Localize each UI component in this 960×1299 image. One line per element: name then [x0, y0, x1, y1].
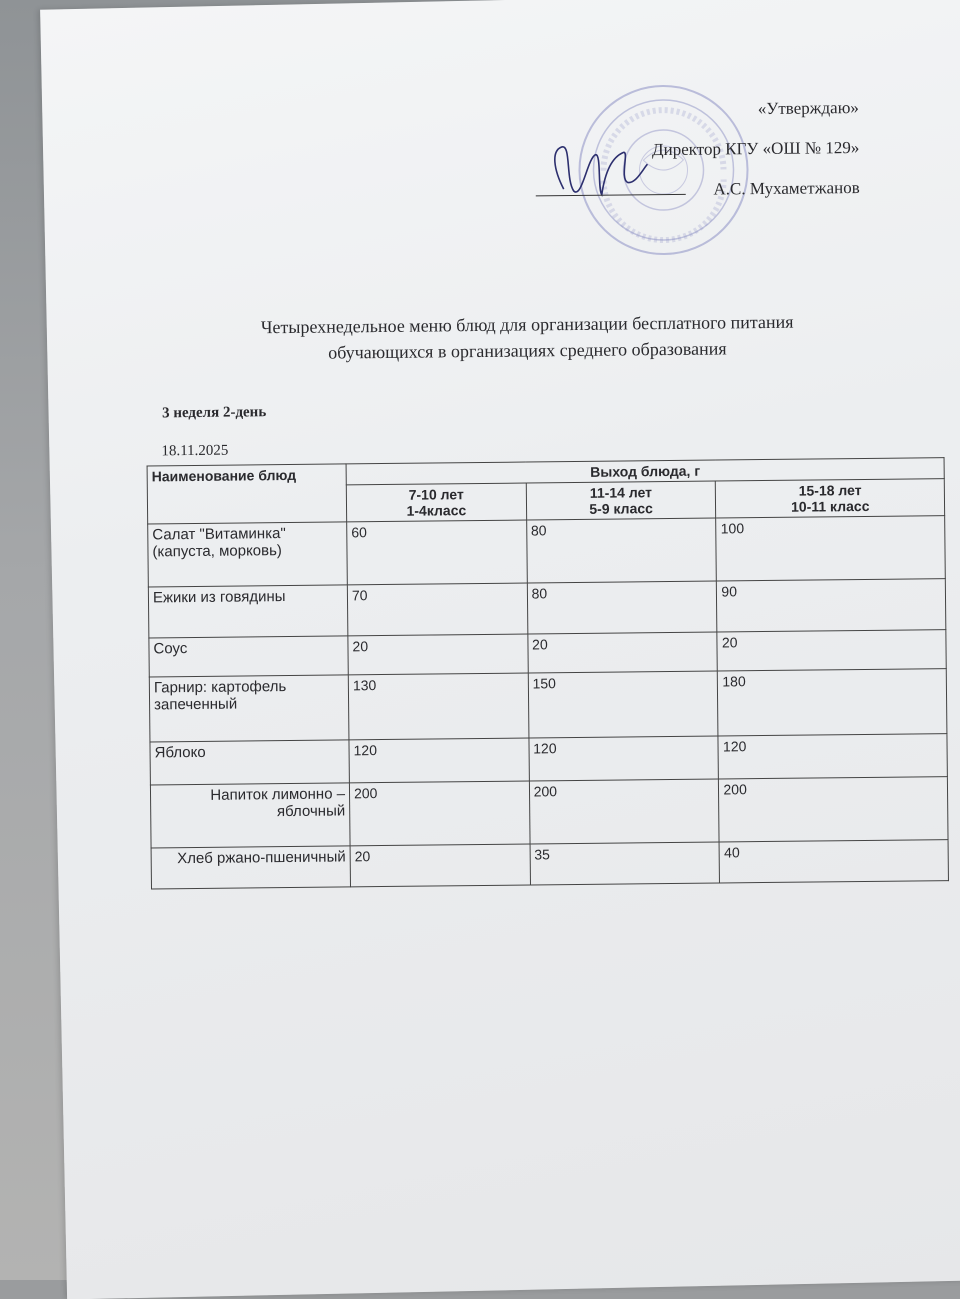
- dish-name: Напиток лимонно – яблочный: [150, 783, 350, 848]
- age-group-1-class: 1-4класс: [406, 502, 467, 519]
- dish-name: Хлеб ржано-пшеничный: [151, 846, 350, 889]
- approval-block: [651, 88, 860, 210]
- portion-15-18: 90: [717, 579, 946, 632]
- title-line-1: Четырехнедельное меню блюд для организации бесплатного питания: [260, 311, 794, 338]
- portion-7-10: 200: [349, 781, 529, 846]
- signature-icon: [543, 138, 654, 209]
- table-row: [151, 840, 948, 889]
- approval-name: А.С. Мухаметжанов: [713, 178, 860, 199]
- portion-15-18: 20: [717, 630, 946, 671]
- age-group-1: [346, 483, 526, 522]
- age-group-3: [716, 479, 945, 518]
- age-group-3-age: 15-18 лет: [798, 481, 862, 499]
- dish-name: Гарнир: картофель запеченный: [149, 675, 349, 742]
- age-group-2-class: 5-9 класс: [589, 500, 653, 517]
- menu-table: [147, 457, 949, 889]
- portion-11-14: 150: [528, 671, 718, 738]
- portion-11-14: 200: [529, 779, 719, 844]
- portion-7-10: 20: [348, 634, 528, 675]
- age-group-2-age: 11-14 лет: [589, 484, 653, 501]
- portion-15-18: 180: [718, 669, 947, 736]
- document-title: [147, 308, 908, 368]
- header-dish-name: Наименование блюд: [147, 464, 347, 524]
- dish-name: Салат "Витаминка" (капуста, морковь): [148, 522, 348, 587]
- portion-15-18: 200: [719, 777, 948, 842]
- age-group-3-class: 10-11 класс: [791, 497, 870, 515]
- menu-date: 18.11.2025: [161, 442, 229, 460]
- portion-15-18: 120: [718, 734, 947, 779]
- table-row: [148, 579, 945, 638]
- portion-7-10: 70: [347, 583, 527, 636]
- portion-11-14: 120: [529, 736, 719, 781]
- dish-name: Ежики из говядины: [148, 585, 348, 638]
- portion-7-10: 20: [350, 844, 530, 887]
- portion-15-18: 40: [720, 840, 949, 883]
- dish-name: Соус: [149, 636, 348, 677]
- portion-7-10: 60: [347, 520, 527, 585]
- age-group-2: [526, 481, 716, 520]
- portion-11-14: 80: [527, 581, 717, 634]
- portion-11-14: 20: [527, 632, 717, 673]
- portion-11-14: 35: [530, 842, 720, 885]
- portion-15-18: 100: [716, 516, 945, 581]
- age-group-1-age: 7-10 лет: [408, 486, 464, 503]
- table-row: [150, 777, 948, 848]
- approval-label: «Утверждаю»: [757, 98, 859, 119]
- portion-11-14: 80: [526, 518, 716, 583]
- week-day-label: 3 неделя 2-день: [161, 404, 267, 422]
- table-row: [148, 516, 946, 587]
- approval-position: Директор КГУ «ОШ № 129»: [651, 138, 860, 160]
- title-line-2: обучающихся в организациях среднего образования: [328, 338, 727, 363]
- header-output: Выход блюда, г: [346, 458, 944, 485]
- dish-name: Яблоко: [150, 740, 349, 785]
- portion-7-10: 130: [348, 673, 528, 740]
- table-row: [149, 669, 947, 742]
- portion-7-10: 120: [349, 738, 529, 783]
